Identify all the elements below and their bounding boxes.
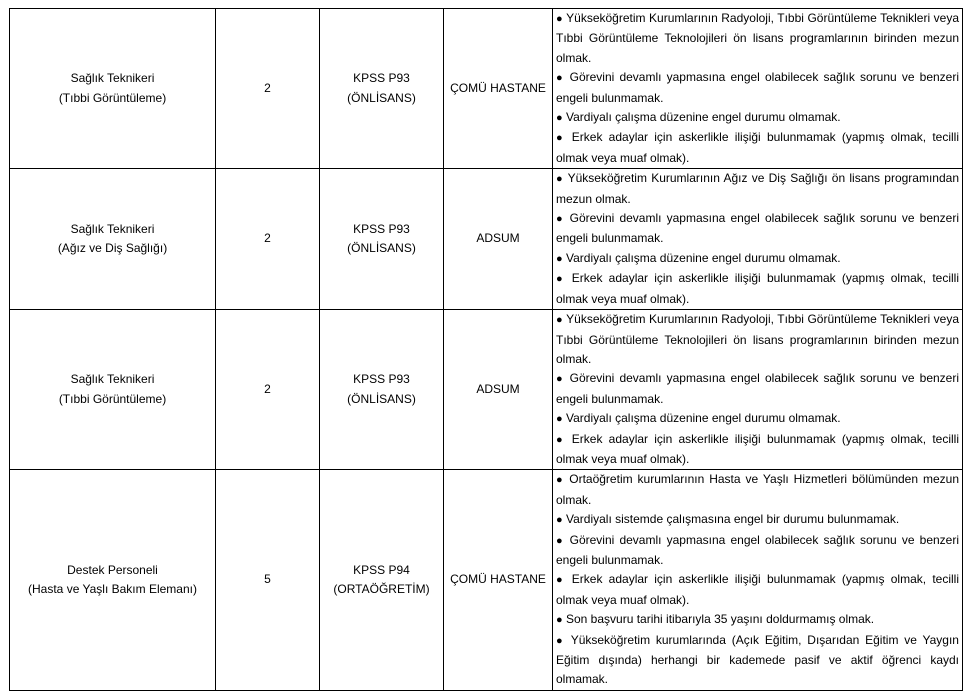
requirement-item: ● Yükseköğretim Kurumlarının Radyoloji, Tıbbi Görüntüleme Teknikleri veya Tıbbi Görüntüleme Teknolojileri ön lisans programlarının birinden mezun olmak.: [556, 11, 960, 65]
requirement-item: ● Ortaöğretim kurumlarının Hasta ve Yaşlı Hizmetleri bölümünden mezun olmak.: [556, 472, 959, 507]
exam-code: KPSS P94: [353, 562, 410, 577]
bullet-icon: ●: [556, 213, 565, 226]
exam-cell: [320, 310, 444, 470]
position-title: Sağlık Teknikeri: [70, 221, 155, 236]
position-title: Destek Personeli: [67, 562, 158, 577]
requirement-item: ● Yükseköğretim Kurumlarının Ağız ve Diş Sağlığı ön lisans programından mezun olmak.: [556, 171, 960, 206]
unit-name: ADSUM: [444, 169, 553, 310]
position-title-cell: [10, 470, 216, 690]
bullet-icon: ●: [556, 514, 563, 527]
table-row: [10, 470, 963, 690]
exam-cell: [320, 470, 444, 690]
bullet-icon: ●: [556, 614, 563, 627]
position-specialty: (Tıbbi Görüntüleme): [58, 391, 167, 406]
position-title: Sağlık Teknikeri: [70, 372, 155, 387]
position-specialty: (Ağız ve Diş Sağlığı): [57, 241, 168, 256]
requirements-cell: [553, 9, 963, 169]
table-row: [10, 310, 963, 470]
unit-name: ÇOMÜ HASTANE: [444, 470, 553, 690]
exam-code: KPSS P93: [353, 221, 410, 236]
bullet-icon: ●: [556, 433, 566, 446]
position-specialty: (Hasta ve Yaşlı Bakım Elemanı): [28, 582, 197, 597]
bullet-icon: ●: [556, 373, 565, 386]
position-title-cell: [10, 169, 216, 310]
exam-level: (ORTAÖĞRETİM): [333, 582, 430, 597]
requirements-cell: [553, 169, 963, 310]
requirement-item: ● Vardiyalı çalışma düzenine engel durumu olmamak.: [556, 411, 841, 426]
requirements-cell: [553, 310, 963, 470]
bullet-icon: ●: [556, 413, 563, 426]
requirement-item: ● Vardiyalı çalışma düzenine engel durumu olmamak.: [556, 250, 841, 265]
position-title: Sağlık Teknikeri: [70, 71, 155, 86]
position-count: 2: [216, 9, 320, 169]
requirement-item: ● Vardiyalı çalışma düzenine engel durumu olmamak.: [556, 110, 841, 125]
bullet-icon: ●: [556, 314, 563, 327]
bullet-icon: ●: [556, 72, 565, 85]
exam-cell: [320, 169, 444, 310]
exam-level: (ÖNLİSANS): [347, 391, 416, 406]
bullet-icon: ●: [556, 132, 566, 145]
table-row: [10, 169, 963, 310]
requirement-item: ● Görevini devamlı yapmasına engel olabilecek sağlık sorunu ve benzeri engeli bulunmamak.: [556, 211, 959, 246]
requirement-item: ● Yükseköğretim Kurumlarının Radyoloji, Tıbbi Görüntüleme Teknikleri veya Tıbbi Görüntüleme Teknolojileri ön lisans programlarının birinden mezun olmak.: [556, 312, 960, 366]
bullet-icon: ●: [556, 173, 564, 186]
job-requirements-table: [9, 8, 963, 691]
position-specialty: (Tıbbi Görüntüleme): [58, 90, 167, 105]
position-title-cell: [10, 310, 216, 470]
table-row: [10, 9, 963, 169]
exam-level: (ÖNLİSANS): [347, 90, 416, 105]
requirement-item: ● Görevini devamlı yapmasına engel olabilecek sağlık sorunu ve benzeri engeli bulunmamak.: [556, 70, 959, 105]
bullet-icon: ●: [556, 534, 565, 547]
unit-name: ADSUM: [444, 310, 553, 470]
requirement-item: ● Erkek adaylar için askerlikle ilişiği bulunmamak (yapmış olmak, tecilli olmak veya muaf olmak).: [556, 130, 960, 165]
position-count: 2: [216, 310, 320, 470]
requirement-item: ● Erkek adaylar için askerlikle ilişiği bulunmamak (yapmış olmak, tecilli olmak veya muaf olmak).: [556, 271, 960, 306]
position-count: 5: [216, 470, 320, 690]
requirement-item: ● Vardiyalı sistemde çalışmasına engel bir durumu bulunmamak.: [556, 512, 900, 527]
requirement-item: ● Yükseköğretim kurumlarında (Açık Eğitim, Dışarıdan Eğitim ve Yaygın Eğitim dışında) herhangi bir kademede pasif ve aktif öğrenci kaydı olmamak.: [556, 632, 959, 687]
bullet-icon: ●: [556, 474, 565, 487]
bullet-icon: ●: [556, 574, 566, 587]
requirement-item: ● Görevini devamlı yapmasına engel olabilecek sağlık sorunu ve benzeri engeli bulunmamak.: [556, 371, 959, 406]
position-count: 2: [216, 169, 320, 310]
exam-cell: [320, 9, 444, 169]
bullet-icon: ●: [556, 252, 563, 265]
bullet-icon: ●: [556, 112, 563, 125]
requirements-cell: [553, 470, 963, 690]
bullet-icon: ●: [556, 13, 563, 25]
exam-code: KPSS P93: [353, 372, 410, 387]
requirement-item: ● Son başvuru tarihi itibarıyla 35 yaşını doldurmamış olmak.: [556, 612, 875, 627]
requirement-item: ● Görevini devamlı yapmasına engel olabilecek sağlık sorunu ve benzeri engeli bulunmamak.: [556, 532, 959, 567]
position-title-cell: [10, 9, 216, 169]
requirement-item: ● Erkek adaylar için askerlikle ilişiği bulunmamak (yapmış olmak, tecilli olmak veya muaf olmak).: [556, 431, 960, 466]
unit-name: ÇOMÜ HASTANE: [444, 9, 553, 169]
bullet-icon: ●: [556, 634, 566, 647]
exam-code: KPSS P93: [353, 71, 410, 86]
bullet-icon: ●: [556, 273, 566, 286]
requirement-item: ● Erkek adaylar için askerlikle ilişiği bulunmamak (yapmış olmak, tecilli olmak veya muaf olmak).: [556, 572, 960, 607]
exam-level: (ÖNLİSANS): [347, 241, 416, 256]
